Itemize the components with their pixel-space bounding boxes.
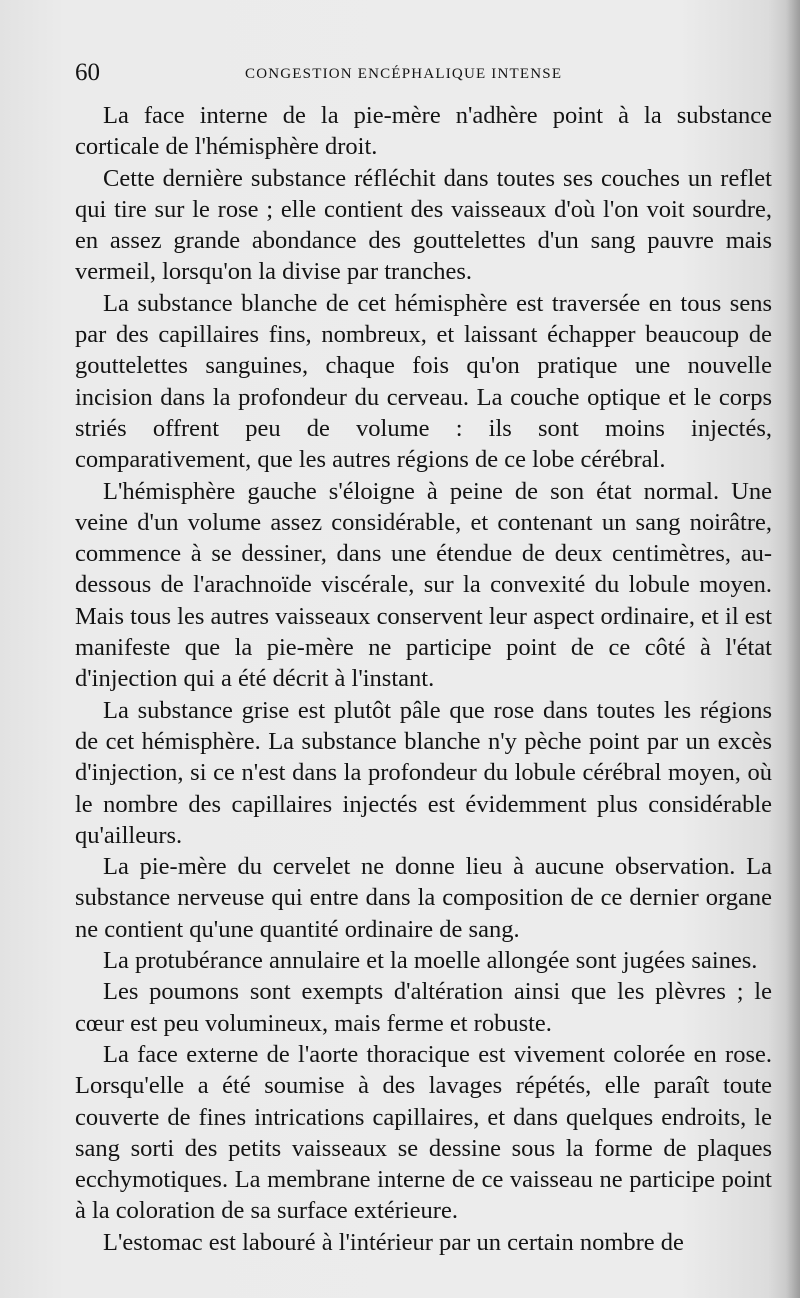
page-number: 60 bbox=[75, 59, 100, 86]
paragraph-continued: L'estomac est labouré à l'intérieur par un certain nombre de bbox=[103, 1228, 684, 1256]
running-title: CONGESTION ENCÉPHALIQUE INTENSE bbox=[245, 66, 563, 82]
page-edge-shadow bbox=[786, 0, 800, 1298]
paragraph: La protubérance annulaire et la moelle allongée sont jugées saines. bbox=[103, 947, 758, 975]
body-text bbox=[75, 100, 772, 1258]
paragraph: La substance grise est plutôt pâle que rose dans toutes les régions de cet hémisphère. La substance blanche n'y pèche point par un excès d'injection, si ce n'est dans la profondeur du lobule cérébral moyen, où le nombre des capillaires injectés est évidemment plus considérable qu'ailleurs. bbox=[75, 696, 772, 849]
paragraph: La substance blanche de cet hémisphère est traversée en tous sens par des capillaires fins, nombreux, et laissant échapper beaucoup de gouttelettes sanguines, chaque fois qu'on pratique une nouvelle incision dans la profondeur du cerveau. La couche optique et le corps striés offrent peu de volume : ils sont moins injectés, comparativement, que les autres régions de ce lobe cérébral. bbox=[75, 289, 772, 474]
paragraph: Les poumons sont exempts d'altération ainsi que les plèvres ; le cœur est peu volumineux, mais ferme et robuste. bbox=[75, 978, 772, 1037]
paragraph: L'hémisphère gauche s'éloigne à peine de son état normal. Une veine d'un volume assez considérable, et contenant un sang noirâtre, commence à se dessiner, dans une étendue de deux centimètres, au-dessous de l'arachnoïde viscérale, sur la convexité du lobule moyen. Mais tous les autres vaisseaux conservent leur aspect ordinaire, et il est manifeste que la pie-mère ne participe point de ce côté à l'état d'injection qui a été décrit à l'instant. bbox=[75, 477, 772, 693]
page-header bbox=[75, 57, 775, 89]
paragraph: La pie-mère du cervelet ne donne lieu à aucune observation. La substance nerveuse qui entre dans la composition de ce dernier organe ne contient qu'une quantité ordinaire de sang. bbox=[75, 853, 772, 943]
paragraph: La face externe de l'aorte thoracique est vivement colorée en rose. Lorsqu'elle a été soumise à des lavages répétés, elle paraît toute couverte de fines intrications capillaires, et dans quelques endroits, le sang sorti des petits vaisseaux se dessine sous la forme de plaques ecchymotiques. La membrane interne de ce vaisseau ne participe point à la coloration de sa surface extérieure. bbox=[75, 1040, 772, 1225]
paragraph: La face interne de la pie-mère n'adhère point à la substance corticale de l'hémisphère droit. bbox=[75, 102, 772, 161]
paragraph: Cette dernière substance réfléchit dans toutes ses couches un reflet qui tire sur le rose ; elle contient des vaisseaux d'où l'on voit sourdre, en assez grande abondance des gouttelettes d'un sang pauvre mais vermeil, lorsqu'on la divise par tranches. bbox=[75, 164, 772, 286]
